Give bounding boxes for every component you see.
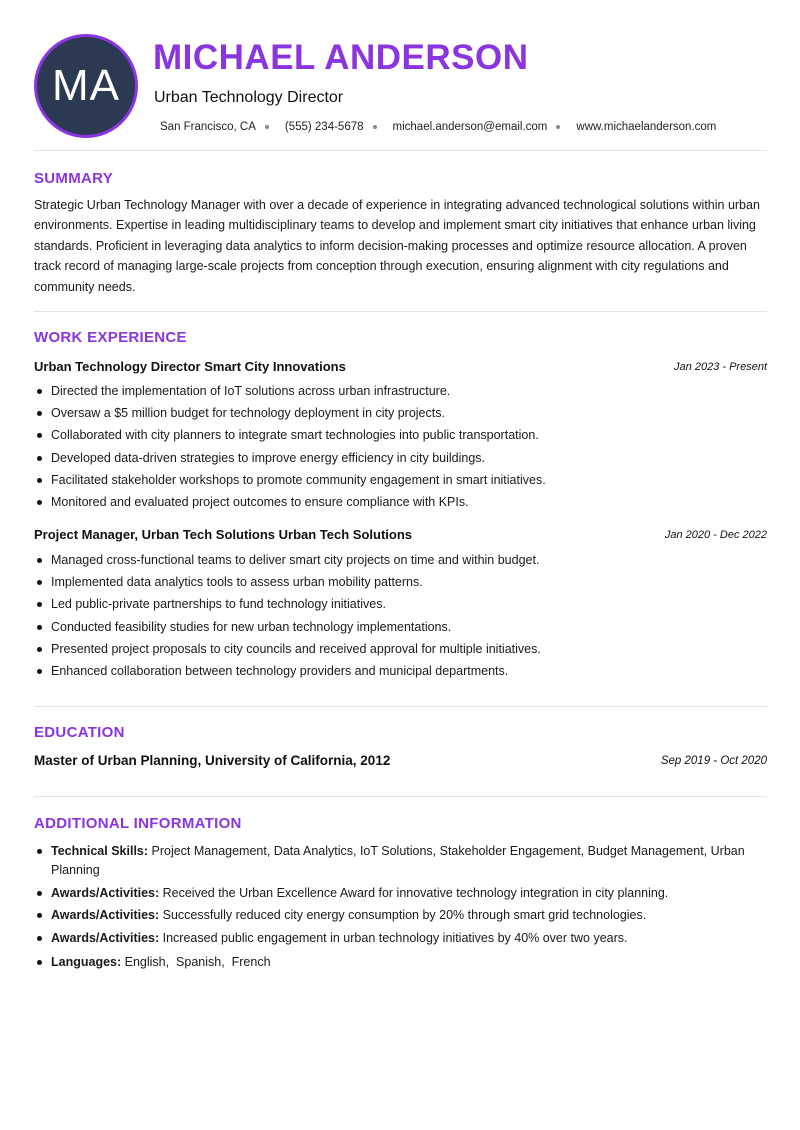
list-item: Oversaw a $5 million budget for technology deployment in city projects. (34, 402, 767, 424)
separator-dot-icon (556, 125, 560, 129)
job-title: Project Manager, Urban Tech Solutions Urban Tech Solutions (34, 527, 413, 542)
list-item: Conducted feasibility studies for new urban technology implementations. (34, 616, 767, 638)
list-item: Facilitated stakeholder workshops to promote community engagement in smart initiatives. (34, 469, 767, 491)
job-bullet-list (34, 549, 767, 682)
list-item: Presented project proposals to city councils and received approval for multiple initiatives. (34, 638, 767, 660)
job-date: Jan 2023 - Present (674, 361, 767, 373)
avatar: MA (34, 34, 138, 138)
additional-info-heading: ADDITIONAL INFORMATION (34, 815, 242, 832)
list-item: Directed the implementation of IoT solutions across urban infrastructure. (34, 380, 767, 402)
list-item: Collaborated with city planners to integrate smart technologies into public transportation. (34, 424, 767, 446)
candidate-name: MICHAEL ANDERSON (153, 38, 529, 77)
list-item: Enhanced collaboration between technology providers and municipal departments. (34, 660, 767, 682)
item-label: Languages: (51, 954, 122, 969)
section-divider (34, 796, 767, 797)
job-title: Urban Technology Director Smart City Innovations (34, 359, 346, 374)
contact-website[interactable]: www.michaelanderson.com (576, 121, 717, 133)
summary-text: Strategic Urban Technology Manager with over a decade of experience in integrating advanced technological solutions within urban environments. Expertise in leading multidisciplinary teams to develop and implement smart city initiatives that enhance urban living standards. Proficient in leveraging data analytics to inform decision-making processes and optimize resource allocation. A proven track record of managing large-scale projects from conception through execution, ensuring alignment with city regulations and community needs. (34, 198, 760, 294)
list-item: Implemented data analytics tools to assess urban mobility patterns. (34, 571, 767, 593)
job-bullet-list (34, 380, 767, 513)
item-label: Awards/Activities: (51, 908, 160, 922)
contact-email[interactable]: michael.anderson@email.com (392, 121, 548, 133)
separator-dot-icon (265, 125, 269, 129)
list-item: Developed data-driven strategies to improve energy efficiency in city buildings. (34, 447, 767, 469)
work-experience-heading: WORK EXPERIENCE (34, 329, 187, 346)
candidate-title: Urban Technology Director (154, 89, 344, 106)
section-divider (34, 150, 767, 151)
job-date: Jan 2020 - Dec 2022 (664, 529, 767, 541)
item-text: English, Spanish, French (121, 954, 271, 969)
list-item (34, 953, 767, 972)
contact-row (160, 121, 716, 133)
item-text: Received the Urban Excellence Award for innovative technology integration in city planning. (159, 885, 669, 900)
item-label: Awards/Activities: (51, 885, 160, 900)
list-item (34, 884, 767, 903)
contact-location: San Francisco, CA (160, 121, 256, 133)
list-item (34, 842, 767, 880)
additional-info-list (34, 842, 767, 975)
item-text: Project Management, Data Analytics, IoT Solutions, Stakeholder Engagement, Budget Management, Urban Planning (51, 844, 745, 877)
item-label: Awards/Activities: (51, 930, 160, 945)
summary-heading: SUMMARY (34, 170, 114, 187)
item-text: Successfully reduced city energy consumption by 20% through smart grid technologies. (159, 908, 647, 922)
item-text: Increased public engagement in urban technology initiatives by 40% over two years. (159, 930, 628, 945)
education-heading: EDUCATION (34, 724, 125, 741)
list-item: Monitored and evaluated project outcomes to ensure compliance with KPIs. (34, 491, 767, 513)
list-item (34, 929, 767, 948)
section-divider (34, 706, 767, 707)
contact-phone: (555) 234-5678 (284, 121, 364, 133)
education-date: Sep 2019 - Oct 2020 (660, 755, 767, 767)
education-degree: Master of Urban Planning, University of California, 2012 (34, 753, 391, 768)
separator-dot-icon (373, 125, 377, 129)
resume-header (34, 34, 767, 138)
item-label: Technical Skills: (51, 844, 149, 858)
list-item: Managed cross-functional teams to deliver smart city projects on time and within budget. (34, 549, 767, 571)
list-item: Led public-private partnerships to fund technology initiatives. (34, 593, 767, 615)
section-divider (34, 311, 767, 312)
list-item (34, 906, 767, 925)
